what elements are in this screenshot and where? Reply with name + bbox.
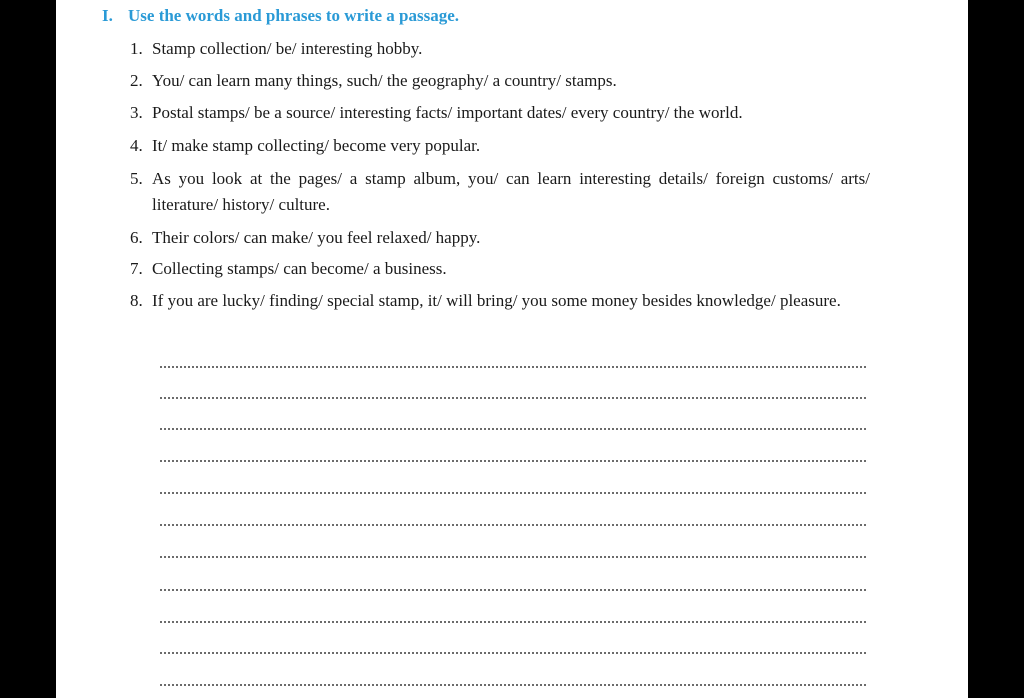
item-text: If you are lucky/ finding/ special stamp, it/ will bring/ you some money besides knowledge/ pleasure. xyxy=(152,291,841,310)
item-number: 3. xyxy=(130,103,143,122)
item-text: You/ can learn many things, such/ the geography/ a country/ stamps. xyxy=(152,71,617,90)
prompt-item-7 xyxy=(130,256,870,282)
item-number: 2. xyxy=(130,71,143,90)
item-text: Their colors/ can make/ you feel relaxed/ happy. xyxy=(152,228,481,247)
prompt-item-2 xyxy=(130,68,870,94)
prompt-item-5 xyxy=(130,166,870,218)
answer-line[interactable] xyxy=(160,366,866,368)
item-text: Stamp collection/ be/ interesting hobby. xyxy=(152,39,423,58)
item-number: 7. xyxy=(130,259,143,278)
item-number: 1. xyxy=(130,39,143,58)
answer-line[interactable] xyxy=(160,428,866,430)
answer-line[interactable] xyxy=(160,460,866,462)
answer-line[interactable] xyxy=(160,492,866,494)
exercise-heading xyxy=(102,6,459,26)
item-text: Collecting stamps/ can become/ a business. xyxy=(152,259,447,278)
item-text: Postal stamps/ be a source/ interesting facts/ important dates/ every country/ the world. xyxy=(152,103,743,122)
exercise-instruction: Use the words and phrases to write a passage. xyxy=(128,6,460,25)
answer-line[interactable] xyxy=(160,556,866,558)
prompt-item-1 xyxy=(130,36,870,62)
answer-line[interactable] xyxy=(160,684,866,686)
prompt-item-8 xyxy=(130,288,870,314)
answer-line[interactable] xyxy=(160,589,866,591)
exercise-number: I. xyxy=(102,6,113,25)
prompt-item-3 xyxy=(130,100,870,126)
prompt-item-4 xyxy=(130,133,870,159)
item-number: 4. xyxy=(130,136,143,155)
item-text: As you look at the pages/ a stamp album, you/ can learn interesting details/ foreign customs/ arts/ literature/ history/ culture. xyxy=(152,169,870,214)
item-number: 6. xyxy=(130,228,143,247)
item-number: 8. xyxy=(130,291,143,310)
prompt-item-6 xyxy=(130,225,870,251)
answer-line[interactable] xyxy=(160,397,866,399)
worksheet-page xyxy=(56,0,968,698)
answer-line[interactable] xyxy=(160,652,866,654)
answer-line[interactable] xyxy=(160,524,866,526)
answer-line[interactable] xyxy=(160,621,866,623)
item-number: 5. xyxy=(130,169,143,188)
item-text: It/ make stamp collecting/ become very popular. xyxy=(152,136,481,155)
